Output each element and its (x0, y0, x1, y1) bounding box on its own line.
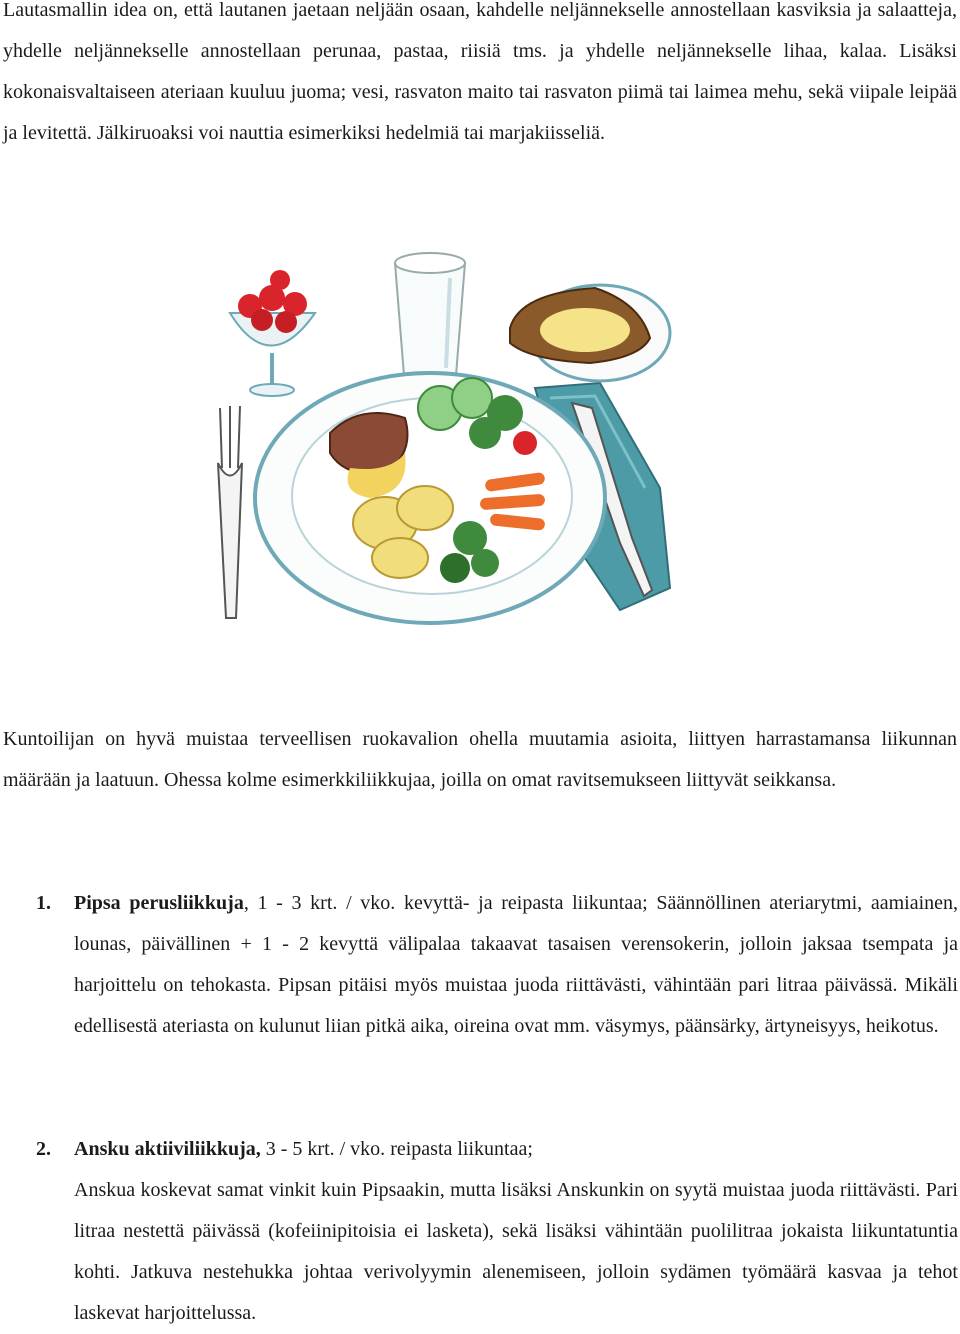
item-number: 2. (36, 1138, 51, 1160)
list-item (36, 1129, 958, 1334)
intro-paragraph: Lautasmallin idea on, että lautanen jaetaan neljään osaan, kahdelle neljännekselle annostellaan kasviksia ja salaatteja, yhdelle neljännekselle annostellaan perunaa, pastaa, riisiä tms. ja yhdelle neljännekselle lihaa, kalaa. Lisäksi kokonaisvaltaiseen ateriaan kuuluu juoma; vesi, rasvaton maito tai rasvaton piimä tai laimea mehu, sekä viipale leipää ja levitettä. Jälkiruoaksi voi nauttia esimerkiksi hedelmiä tai marjakiisseliä. (3, 0, 957, 144)
item-text: reipasta liikuntaa; (385, 1138, 533, 1160)
item-body (74, 883, 958, 1047)
item-frequency: , 1 - 3 krt. / vko. (243, 892, 396, 914)
item-frequency: 3 - 5 krt. / vko. (260, 1138, 386, 1160)
item-title: Ansku aktiiviliikkuja, (74, 1138, 261, 1160)
item-number: 1. (36, 892, 51, 914)
milk-glass (395, 253, 465, 388)
item-text: kevyttä- ja reipasta liikuntaa; Säännöllinen ateriarytmi, aamiainen, lounas, päivällinen + 1 - 2 kevyttä välipalaa takaavat tasaisen verensokerin, jolloin jaksaa tsempata ja harjoittelu on tehokasta. Pipsan pitäisi myös muistaa juoda riittävästi, vähintään pari litraa päivässä. Mikäli edellisestä ateriasta on kulunut liian pitkä aika, oireina ovat mm. väsymys, päänsärky, ärtyneisyys, heikotus. (74, 892, 958, 1037)
bread-plate (510, 285, 670, 381)
item-body (74, 1129, 958, 1170)
plate-model-illustration (200, 238, 720, 638)
item-title: Pipsa perusliikkuja (74, 892, 244, 914)
fork (218, 406, 242, 618)
dinner-plate (255, 373, 605, 623)
list-item (36, 883, 958, 1047)
strawberry-bowl (230, 270, 315, 396)
athlete-intro-paragraph: Kuntoilijan on hyvä muistaa terveellisen ruokavalion ohella muutamia asioita, liittyen harrastamansa liikunnan määrään ja laatuun. Ohessa kolme esimerkkiliikkujaa, joilla on omat ravitsemukseen liittyvät seikkansa. (3, 728, 957, 791)
item-body-continued: Anskua koskevat samat vinkit kuin Pipsaakin, mutta lisäksi Anskunkin on syytä muistaa juoda riittävästi. Pari litraa nestettä päivässä (kofeiinipitoisia ei lasketa), sekä lisäksi vähintään puolilitraa jokaista liikuntatuntia kohti. Jatkuva nestehukka johtaa verivolyymin alenemiseen, jolloin sydämen työmäärä kasvaa ja tehot laskevat harjoittelussa. (74, 1179, 958, 1324)
